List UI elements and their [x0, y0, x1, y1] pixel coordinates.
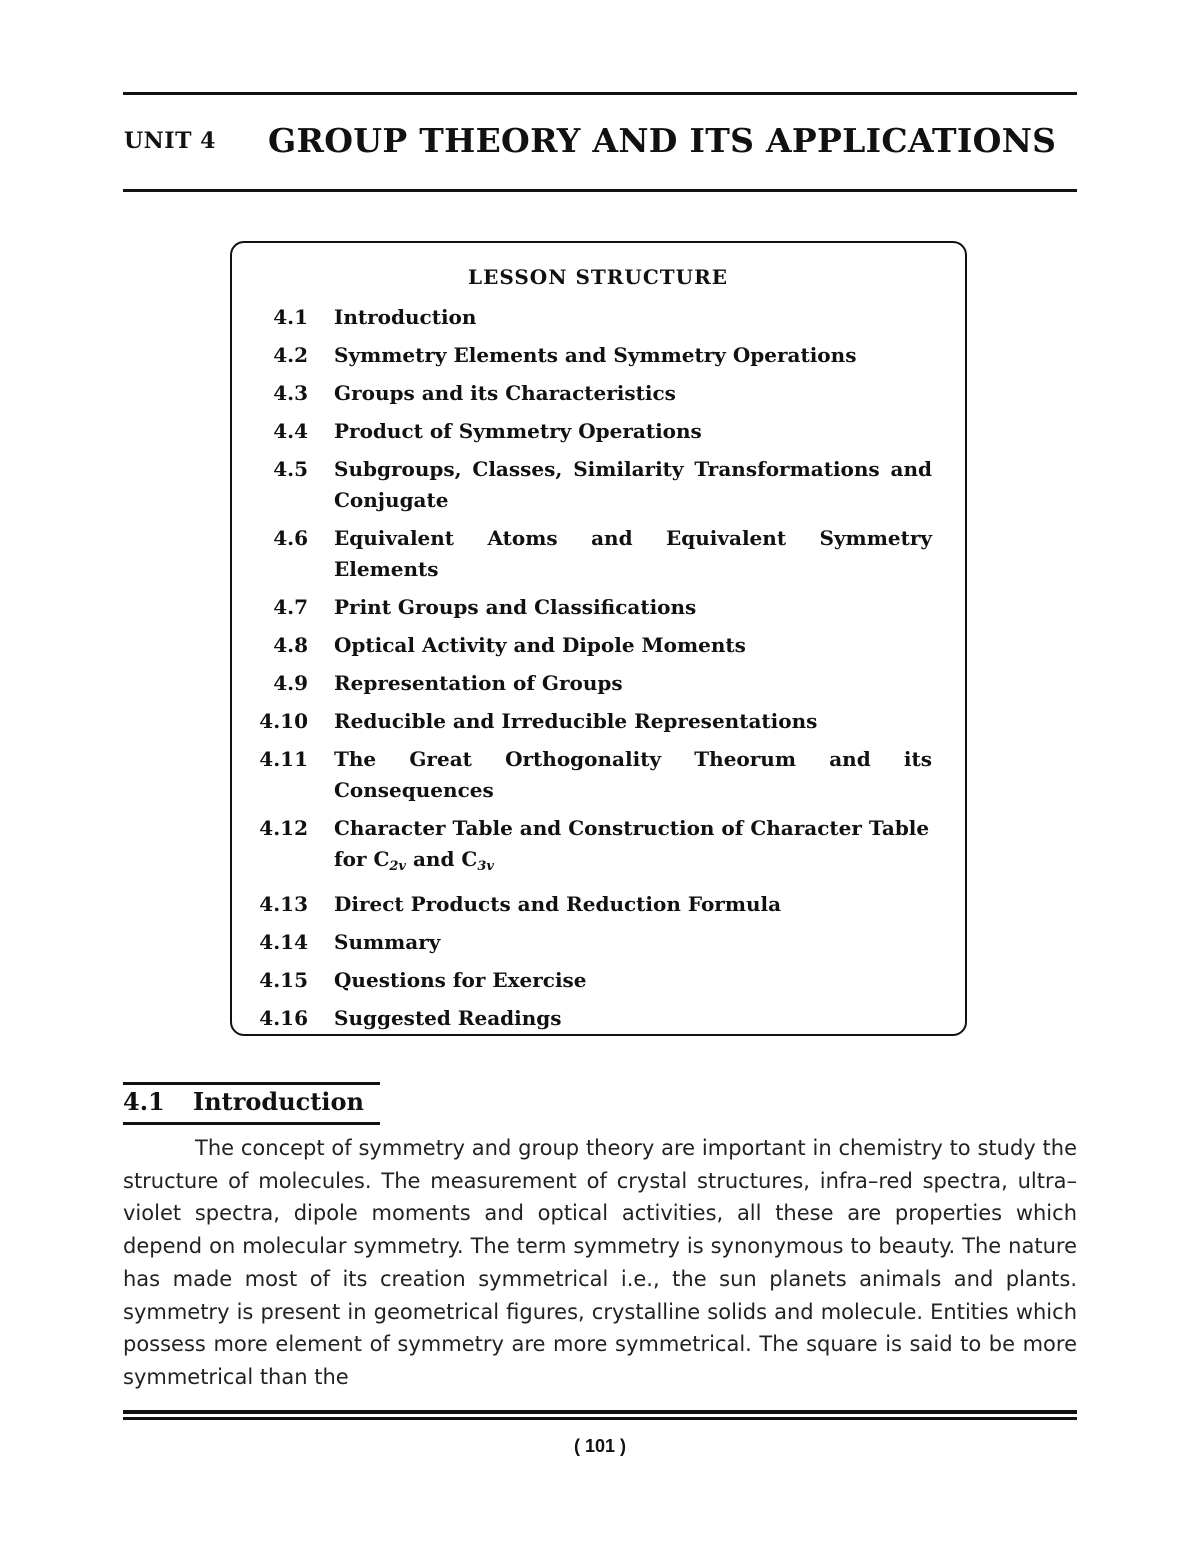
toc-item-title: Optical Activity and Dipole Moments	[334, 633, 746, 657]
toc-item[interactable]	[240, 523, 932, 585]
lesson-structure-heading: LESSON STRUCTURE	[468, 265, 728, 289]
page-number: ( 101 )	[573, 1436, 627, 1456]
toc-item[interactable]	[240, 668, 932, 699]
toc-item[interactable]	[240, 454, 932, 516]
toc-item-number: 4.11	[259, 747, 308, 771]
toc-item-number: 4.6	[273, 526, 308, 550]
toc-item-title: Symmetry Elements and Symmetry Operations	[334, 343, 857, 367]
toc-item[interactable]	[240, 340, 932, 371]
toc-item-title: The Great Orthogonality Theorum and its Consequences	[334, 747, 932, 802]
toc-item-number: 4.5	[273, 457, 308, 481]
unit-label: UNIT 4	[124, 128, 216, 154]
toc-item[interactable]	[240, 889, 932, 920]
toc-item[interactable]	[240, 592, 932, 623]
toc-item[interactable]	[240, 706, 932, 737]
section-heading	[123, 1087, 364, 1116]
toc-item-title: Subgroups, Classes, Similarity Transformations and Conjugate	[334, 457, 932, 512]
toc-item-title: Equivalent Atoms and Equivalent Symmetry Elements	[334, 526, 932, 581]
toc-item-title: Questions for Exercise	[334, 968, 587, 992]
unit-title: GROUP THEORY AND ITS APPLICATIONS	[268, 121, 1057, 160]
title-rule	[123, 189, 1077, 192]
introduction-paragraph: The concept of symmetry and group theory are important in chemistry to study the structure of molecules. The measurement of crystal structures, infra–red spectra, ultra–violet spectra, dipole moments and optical activities, all these are properties which depend on molecular symmetry. The term symmetry is synonymous to beauty. The nature has made most of its creation symmetrical i.e., the sun planets animals and plants. symmetry is present in geometrical figures, crystalline solids and molecule. Entities which possess more element of symmetry are more symmetrical. The square is said to be more symmetrical than the	[123, 1136, 1077, 1389]
toc-item-title: Suggested Readings	[334, 1006, 562, 1030]
section-heading-rule-top	[123, 1082, 380, 1085]
toc-item-number: 4.2	[273, 343, 308, 367]
footer-rule-thick	[123, 1410, 1077, 1414]
section-number: 4.1	[123, 1087, 165, 1116]
toc-item-number: 4.8	[273, 633, 308, 657]
toc-item[interactable]	[240, 927, 932, 958]
toc-item[interactable]	[240, 1003, 932, 1034]
section-title: Introduction	[193, 1087, 364, 1116]
lesson-structure-list	[240, 302, 932, 1041]
toc-item-number: 4.12	[259, 816, 308, 840]
toc-item-number: 4.14	[259, 930, 308, 954]
toc-item[interactable]	[240, 744, 932, 806]
toc-item-number: 4.7	[273, 595, 308, 619]
toc-item-title: Representation of Groups	[334, 671, 623, 695]
toc-item[interactable]	[240, 630, 932, 661]
toc-item-number: 4.13	[259, 892, 308, 916]
toc-item-title: Product of Symmetry Operations	[334, 419, 702, 443]
section-heading-rule-bottom	[123, 1122, 380, 1125]
toc-item-title: Groups and its Characteristics	[334, 381, 676, 405]
toc-item-number: 4.1	[273, 305, 308, 329]
top-rule	[123, 92, 1077, 95]
toc-item-number: 4.16	[259, 1006, 308, 1030]
toc-item-title: Reducible and Irreducible Representations	[334, 709, 818, 733]
toc-item-number: 4.3	[273, 381, 308, 405]
footer-rule-thin	[123, 1417, 1077, 1420]
toc-item-number: 4.15	[259, 968, 308, 992]
toc-item[interactable]	[240, 302, 932, 333]
toc-item[interactable]	[240, 416, 932, 447]
toc-item-title: Print Groups and Classifications	[334, 595, 697, 619]
toc-item-title: Character Table and Construction of Character Table for $C_{2v}$ and $C_{3v}$	[334, 816, 930, 874]
toc-item-title: Introduction	[334, 305, 477, 329]
toc-item-title: Direct Products and Reduction Formula	[334, 892, 782, 916]
toc-item-number: 4.10	[259, 709, 308, 733]
toc-item[interactable]	[240, 378, 932, 409]
toc-item-title: Summary	[334, 930, 441, 954]
toc-item-number: 4.9	[273, 671, 308, 695]
toc-item[interactable]	[240, 965, 932, 996]
toc-item-number: 4.4	[273, 419, 308, 443]
toc-item[interactable]	[240, 813, 932, 882]
